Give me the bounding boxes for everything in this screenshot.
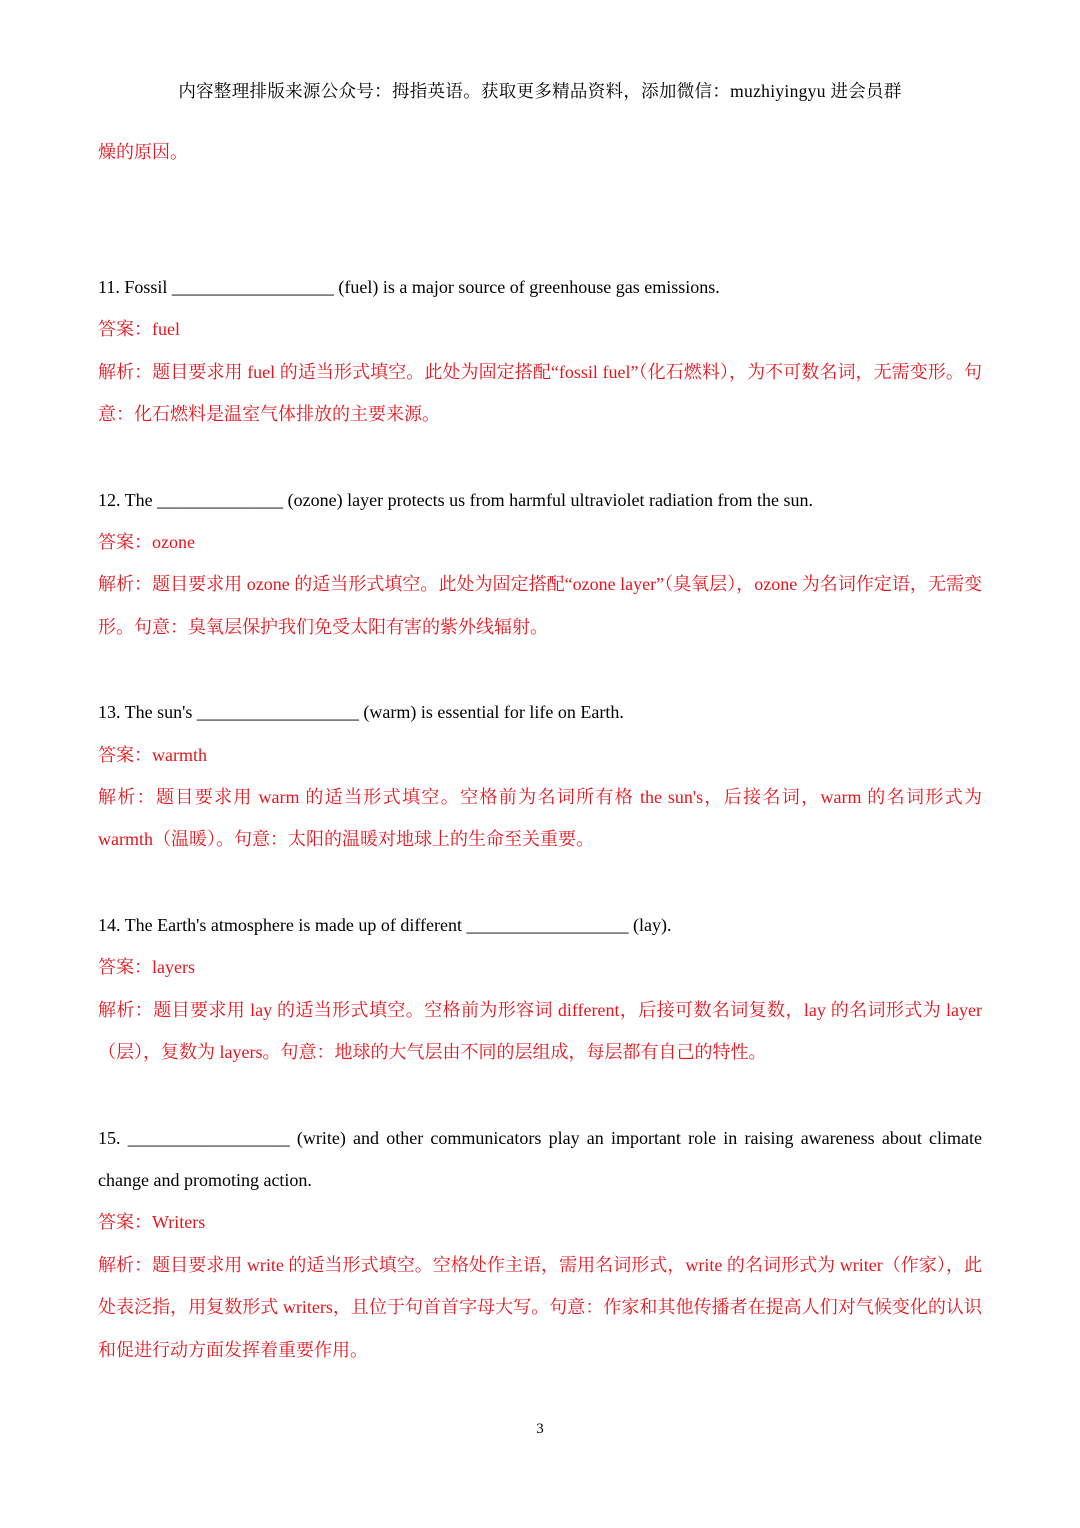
exercise-list [98, 266, 982, 1414]
question-15: 15. __________________ (write) and other communicators play an important role in raising awareness about climate change and promoting action. [98, 1127, 982, 1190]
exercise-item-15 [98, 1117, 982, 1371]
analysis-14: 解析：题目要求用 lay 的适当形式填空。空格前为形容词 different，后接可数名词复数，lay 的名词形式为 layer（层），复数为 layers。句意：地球的大气层由不同的层组成，每层都有自己的特性。 [98, 999, 982, 1063]
answer-14: 答案：layers [98, 957, 195, 978]
page-header: 内容整理排版来源公众号：拇指英语。获取更多精品资料，添加微信：muzhiyingyu 进会员群 [178, 81, 902, 101]
exercise-item-14 [98, 904, 982, 1074]
analysis-11: 解析：题目要求用 fuel 的适当形式填空。此处为固定搭配“fossil fuel”（化石燃料），为不可数名词，无需变形。句意：化石燃料是温室气体排放的主要来源。 [98, 361, 982, 425]
question-13: 13. The sun's __________________ (warm) is essential for life on Earth. [98, 702, 624, 723]
question-14: 14. The Earth's atmosphere is made up of different __________________ (lay). [98, 914, 672, 935]
answer-15: 答案：Writers [98, 1212, 206, 1233]
page-number: 3 [536, 1421, 544, 1437]
question-12: 12. The ______________ (ozone) layer protects us from harmful ultraviolet radiation from the sun. [98, 489, 813, 510]
analysis-12: 解析：题目要求用 ozone 的适当形式填空。此处为固定搭配“ozone layer”（臭氧层），ozone 为名词作定语，无需变形。句意：臭氧层保护我们免受太阳有害的紫外线辐射。 [98, 574, 982, 637]
answer-12: 答案：ozone [98, 532, 195, 553]
continued-analysis-text: 燥的原因。 [98, 142, 188, 162]
exercise-item-12 [98, 479, 982, 649]
exercise-item-13 [98, 691, 982, 861]
answer-11: 答案：fuel [98, 319, 180, 340]
analysis-13: 解析：题目要求用 warm 的适当形式填空。空格前为名词所有格 the sun's，后接名词，warm 的名词形式为 warmth（温暖）。句意：太阳的温暖对地球上的生命至关重要。 [98, 787, 982, 850]
answer-13: 答案：warmth [98, 744, 207, 765]
exercise-item-11 [98, 266, 982, 436]
question-11: 11. Fossil __________________ (fuel) is a major source of greenhouse gas emissions. [98, 277, 720, 297]
analysis-15: 解析：题目要求用 write 的适当形式填空。空格处作主语，需用名词形式，write 的名词形式为 writer（作家），此处表泛指，用复数形式 writers，且位于句首首字母大写。句意：作家和其他传播者在提高人们对气候变化的认识和促进行动方面发挥着重要作用。 [98, 1254, 982, 1360]
